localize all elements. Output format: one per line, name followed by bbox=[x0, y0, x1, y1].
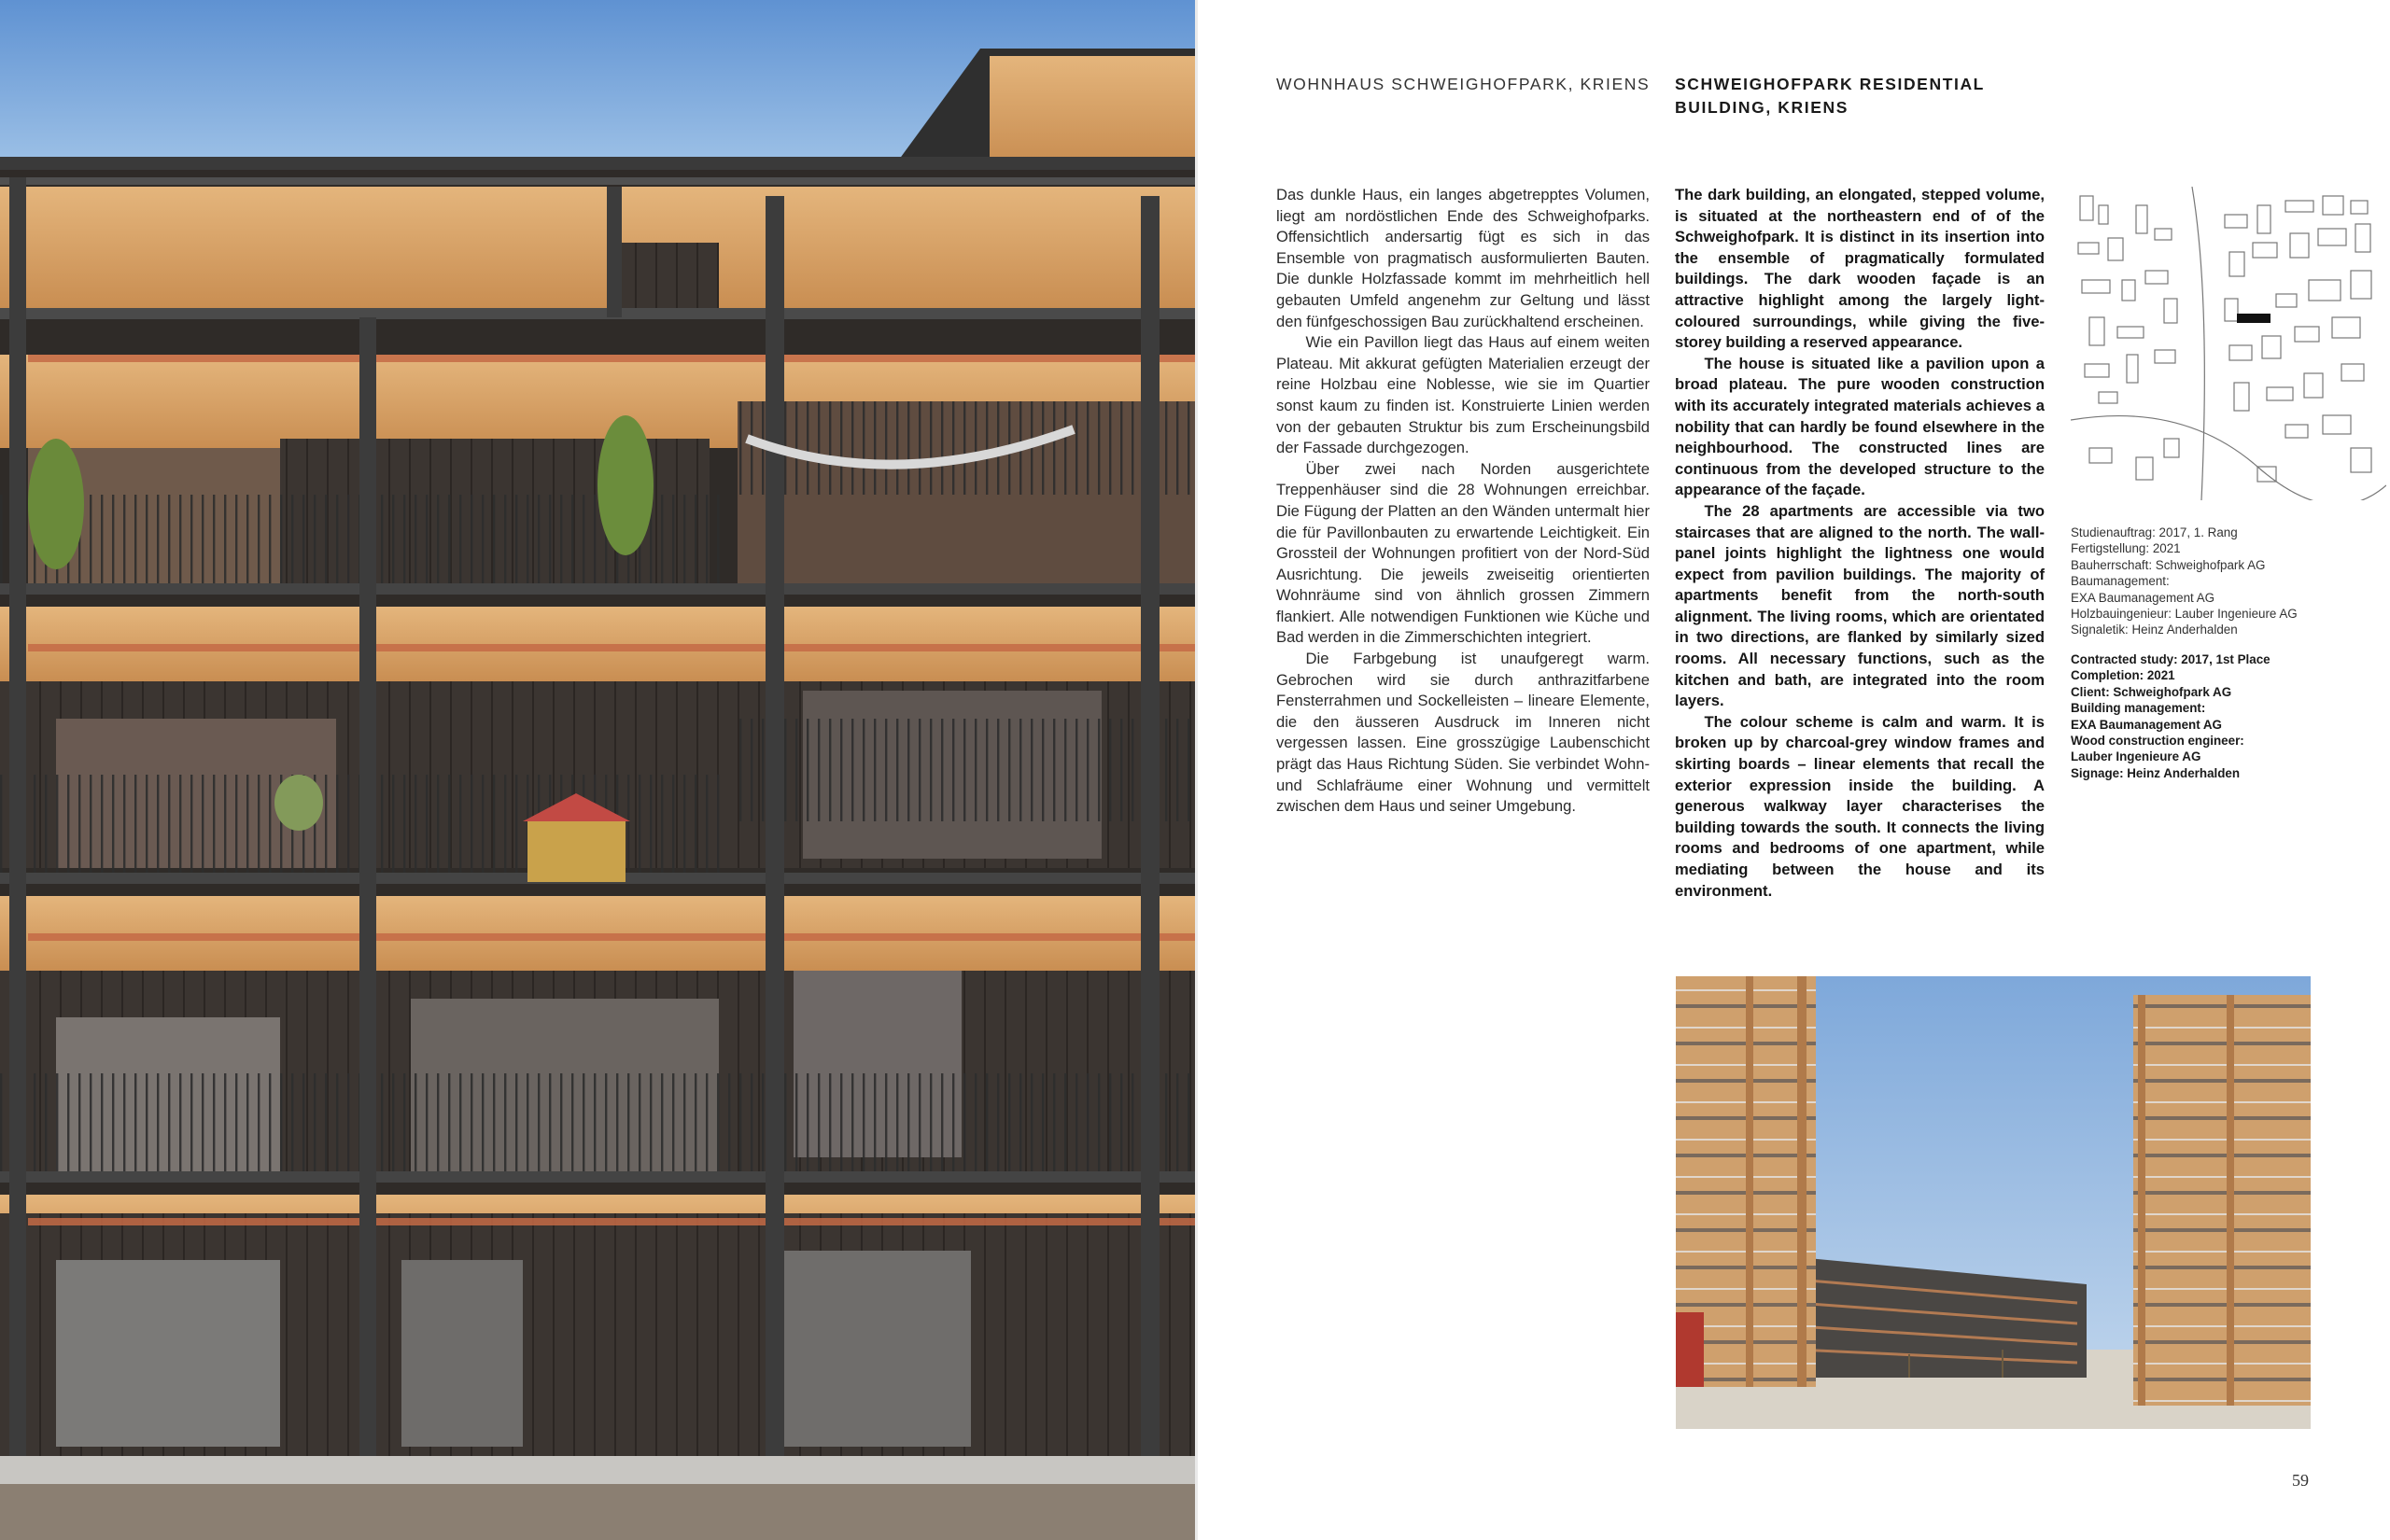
fact-line: Contracted study: 2017, 1st Place bbox=[2071, 652, 2270, 666]
page-gutter bbox=[1195, 0, 1198, 1540]
fact-line: EXA Baumanagement AG bbox=[2071, 717, 2222, 732]
paragraph-de-1: Das dunkle Haus, ein langes abgetrepptes Volumen, liegt am nordöstlichen Ende des Schweighofparks. Offensichtlich andersartig fügt es sich in das Ensemble von pragmatisch ausformulierten Bauten. Die dunkle Holzfassade kommt im mehrheitlich hell gebauten Umfeld angenehm zur Geltung und lässt den fünfgeschossigen Bau zurückhaltend erscheinen. bbox=[1276, 186, 1650, 330]
header-title-de: WOHNHAUS SCHWEIGHOFPARK, KRIENS bbox=[1276, 75, 1651, 93]
fact-line: Wood construction engineer: bbox=[2071, 734, 2244, 749]
courtyard-photo bbox=[1676, 976, 2311, 1429]
fact-line: Fertigstellung: 2021 bbox=[2071, 541, 2181, 556]
fact-line: EXA Baumanagement AG bbox=[2071, 590, 2215, 605]
paragraph-en-4: The colour scheme is calm and warm. It is broken up by charcoal-grey window frames and skirting boards – linear elements that recall the exterior expression inside the building. A generous walkway layer characterises the building towards the south. It connects the living rooms and bedrooms of one apartment, while mediating between the house and its environment. bbox=[1675, 712, 2045, 900]
header-title-en: SCHWEIGHOFPARK RESIDENTIAL BUILDING, KRIENS bbox=[1675, 75, 1985, 117]
project-facts-en bbox=[2071, 651, 2369, 781]
paragraph-en-2: The house is situated like a pavilion upon a broad plateau. The pure wooden construction with its accurately integrated materials achieves a nobility that can hardly be found elsewhere in the neighbourhood. The constructed lines are continuous from the developed structure to the appearance of the façade. bbox=[1675, 354, 2045, 499]
site-plan-map bbox=[2071, 187, 2386, 500]
fact-line: Client: Schweighofpark AG bbox=[2071, 684, 2232, 699]
fact-line: Lauber Ingenieure AG bbox=[2071, 749, 2201, 764]
paragraph-en-1: The dark building, an elongated, stepped volume, is situated at the northeastern end of of the Schweighofpark. It is distinct in its insertion into the ensemble of pragmatically formulated buildings. The dark wooden façade is an attractive highlight among the largely light-coloured surroundings, while giving the five-storey building a reserved appearance. bbox=[1675, 186, 2045, 352]
project-facts-de bbox=[2071, 525, 2369, 638]
body-text-en bbox=[1675, 185, 2045, 902]
fact-line: Signage: Heinz Anderhalden bbox=[2071, 765, 2241, 780]
paragraph-de-3: Über zwei nach Norden ausgerichtete Treppenhäuser sind die 28 Wohnungen erreichbar. Die Fügung der Platten an den Wänden untermalt hier die für Pavillonbauten zu erwartende Leichtigkeit. Ein Grossteil der Wohnungen profitiert von der Nord-Süd Ausrichtung. Die jeweils zweiseitig orientierten Wohnräume sind von ähnlich grossen Zimmern flankiert. Alle notwendigen Funktionen wie Küche und Bad werden in die Zimmerschichten integriert. bbox=[1276, 459, 1650, 647]
paragraph-de-4: Die Farbgebung ist unaufgeregt warm. Gebrochen wird sie durch anthrazitfarbene Fensterrahmen und Sockelleisten – lineare Elemente, die den äusseren Ausdruck im Inneren nicht vergessen lassen. Eine grosszügige Laubenschicht prägt das Haus Richtung Süden. Sie verbindet Wohn- und Schlafräume einer Wohnung und vermittelt zwischen dem Haus und seiner Umgebung. bbox=[1276, 650, 1650, 816]
fact-line: Building management: bbox=[2071, 701, 2206, 716]
fact-line: Bauherrschaft: Schweighofpark AG bbox=[2071, 557, 2266, 572]
fact-line: Completion: 2021 bbox=[2071, 668, 2175, 683]
body-text-de bbox=[1276, 185, 1650, 818]
fact-line: Holzbauingenieur: Lauber Ingenieure AG bbox=[2071, 607, 2298, 622]
paragraph-en-3: The 28 apartments are accessible via two staircases that are aligned to the north. The wall-panel joints highlight the lightness one would expect from pavilion buildings. The majority of apartments benefit from the north-south alignment. The living rooms, which are orientated in two directions, are flanked by similarly sized rooms. All necessary functions, such as the kitchen and bath, are integrated into the room layers. bbox=[1675, 501, 2045, 710]
fact-line: Studienauftrag: 2017, 1. Rang bbox=[2071, 525, 2238, 539]
page-number: 59 bbox=[2292, 1471, 2309, 1490]
fact-line: Baumanagement: bbox=[2071, 574, 2170, 589]
paragraph-de-2: Wie ein Pavillon liegt das Haus auf einem weiten Plateau. Mit akkurat gefügten Materialien erzeugt der reine Holzbau eine Noblesse, wie sie im Quartier sonst kaum zu finden ist. Konstruierte Linien werden von der gebauten Struktur bis zum Erscheinungsbild der Fassade durchgezogen. bbox=[1276, 333, 1650, 457]
fact-line: Signaletik: Heinz Anderhalden bbox=[2071, 623, 2238, 637]
